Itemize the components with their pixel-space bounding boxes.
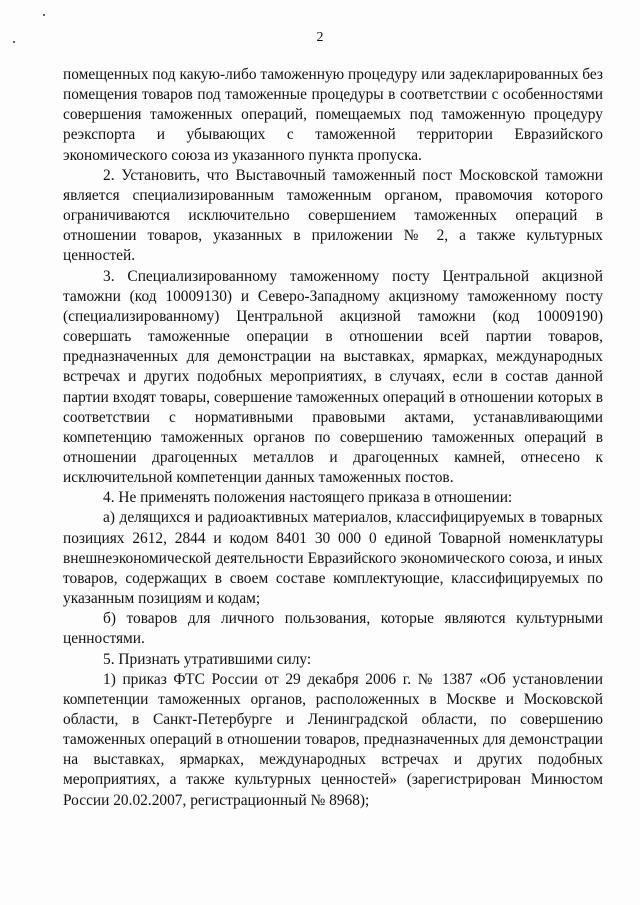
paragraph-item-4b: б) товаров для личного пользования, которые являются культурными ценностями.	[63, 610, 603, 648]
paragraph-continuation: помещенных под какую-либо таможенную процедуру или задекларированных без помещения товаров под таможенные процедуры в соответствии с особенностями совершения таможенных операций, помещаемых под таможенную процедуру реэкспорта и убывающих с таможенной территории Евразийского экономического союза из указанного пункта пропуска.	[63, 66, 603, 164]
paragraph-item-5: 5. Признать утратившими силу:	[103, 650, 312, 668]
paragraph-item-4: 4. Не применять положения настоящего приказа в отношении:	[103, 489, 513, 507]
paragraph-item-5-1: 1) приказ ФТС России от 29 декабря 2006 г. № 1387 «Об установлении компетенции таможенных органов, расположенных в Москве и Московской области, в Санкт-Петербурге и Ленинградской области, по совершению таможенных операций в отношении товаров, предназначенных для демонстрации на выставках, ярмарках, международных встречах и других подобных мероприятиях, а также культурных ценностей» (зарегистрирован Минюстом России 20.02.2007, регистрационный № 8968);	[63, 670, 603, 809]
scan-speck	[43, 14, 45, 16]
document-body	[63, 65, 603, 811]
paragraph-item-2: 2. Установить, что Выставочный таможенный пост Московской таможни является специализированным таможенным органом, правомочия которого ограничиваются исключительно совершением таможенных операций в отношении товаров, указанных в приложении № 2, а также культурных ценностей.	[63, 166, 603, 265]
paragraph-item-3: 3. Специализированному таможенному посту Центральной акцизной таможни (код 10009130) и Северо-Западному акцизному таможенному посту (специализированному) Центральной акцизной таможни (код 10009190) совершать таможенные операции в отношении всей партии товаров, предназначенных для демонстрации на выставках, ярмарках, международных встречах и других подобных мероприятиях, в случаях, если в состав данной партии входят товары, совершение таможенных операций в отношении которых в соответствии с нормативными правовыми актами, устанавливающими компетенцию таможенных органов по совершению таможенных операций в отношении драгоценных металлов и драгоценных камней, отнесено к исключительной компетенции данных таможенных постов.	[63, 267, 603, 487]
page-number: 2	[316, 30, 324, 45]
paragraph-item-4a: а) делящихся и радиоактивных материалов, классифицируемых в товарных позициях 2612, 2844 и кодом 8401 30 000 0 единой Товарной номенклатуры внешнеэкономической деятельности Евразийского экономического союза, и иных товаров, содержащих в своем составе комплектующие, классифицируемых по указанным позициям и кодам;	[63, 509, 603, 608]
